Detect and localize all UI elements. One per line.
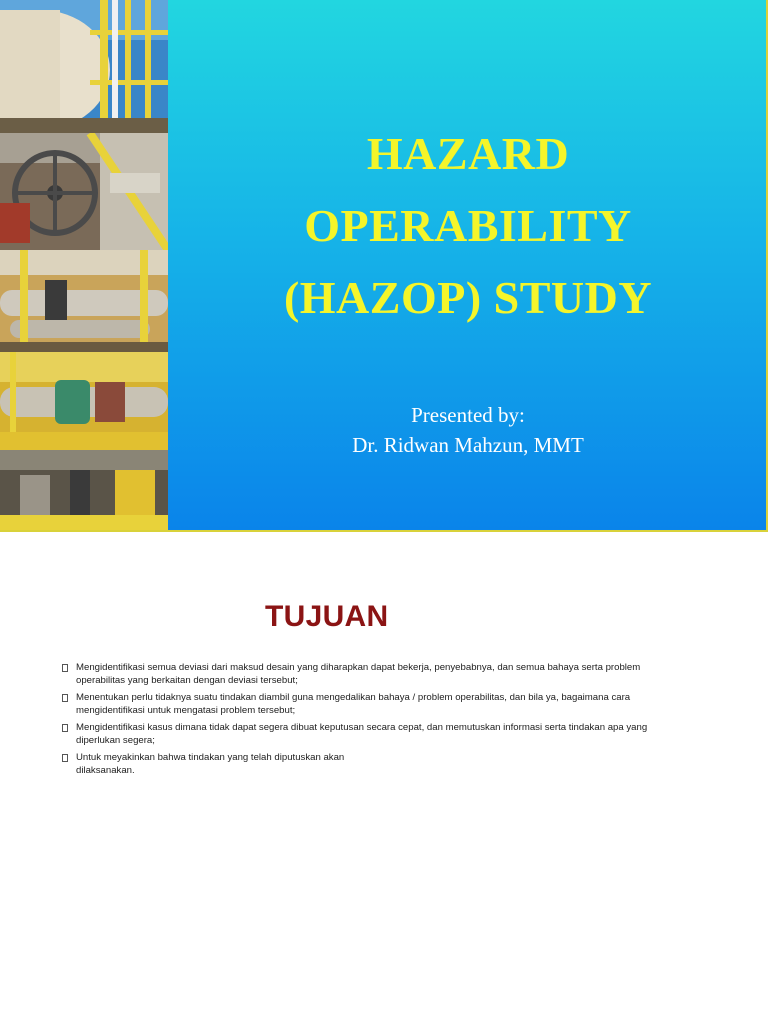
presented-by-label: Presented by: (411, 403, 525, 427)
slide-heading: TUJUAN (265, 600, 389, 633)
list-item-line: Mengidentifikasi kasus dimana tidak dapat segera dibuat keputusan secara cepat, dan memutuskan informasi serta tindakan apa yang (76, 722, 648, 733)
list-item-line: diperlukan segera; (76, 734, 155, 746)
photo-pipes (0, 250, 168, 352)
list-item-line: operabilitas yang berkaitan dengan deviasi tersebut; (76, 674, 298, 686)
photo-tank (0, 0, 168, 133)
bullet-box-icon (62, 724, 68, 732)
list-item-line: mengidentifikasi untuk mengatasi problem tersebut; (76, 704, 296, 716)
list-item (62, 662, 722, 687)
objectives-list (62, 662, 722, 782)
photo-valve (0, 133, 168, 250)
list-item-line: dilaksanakan. (76, 764, 135, 776)
presenter-block (168, 400, 768, 460)
bullet-box-icon (62, 694, 68, 702)
objectives-slide (0, 532, 768, 1024)
title-line: HAZARD (366, 128, 570, 179)
list-item (62, 722, 722, 747)
bullet-box-icon (62, 754, 68, 762)
list-item-line: Untuk meyakinkan bahwa tindakan yang telah diputuskan akan (76, 752, 345, 763)
title-line: OPERABILITY (304, 200, 632, 251)
list-item (62, 692, 722, 717)
title-line: (HAZOP) STUDY (283, 272, 653, 323)
list-item (62, 752, 722, 777)
slide-title (168, 118, 768, 334)
photo-machinery (0, 450, 168, 530)
bullet-box-icon (62, 664, 68, 672)
photo-pump (0, 352, 168, 450)
list-item-line: Mengidentifikasi semua deviasi dari maksud desain yang diharapkan dapat bekerja, penyebabnya, dan semua bahaya serta problem (76, 662, 641, 673)
industrial-photo-strip (0, 0, 168, 530)
list-item-line: Menentukan perlu tidaknya suatu tindakan diambil guna mengedalikan bahaya / problem operabilitas, dan bila ya, bagaimana cara (76, 692, 631, 703)
presenter-name: Dr. Ridwan Mahzun, MMT (352, 433, 584, 457)
